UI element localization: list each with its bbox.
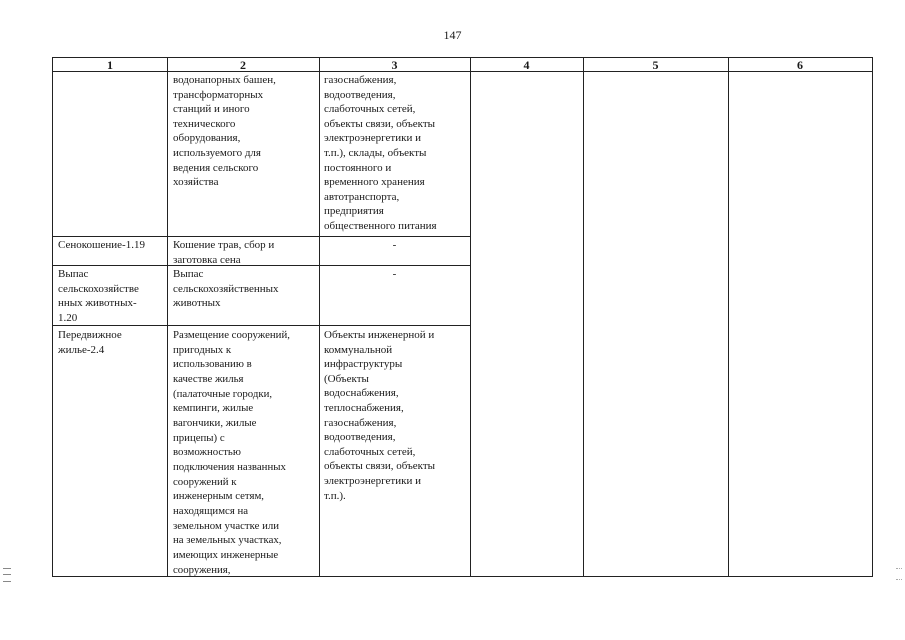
table-cell: Передвижное жилье-2.4 [58,329,122,356]
column-header-2: 2 [240,58,246,72]
table-cell: Кошение трав, сбор и заготовка сена [173,239,275,266]
table-cell: водонапорных башен, трансформаторных станций и иного технического оборудования, используемого для ведения сельского хозяйства [173,74,276,189]
table-cell: Размещение сооружений, пригодных к использованию в качестве жилья (палаточные городки, кемпинги, жилые вагончики, жилые прицепы) с возможностью подключения названных сооружений к инженерным сетям, находящимся на земельном участке или на земельных участках, имеющих инженерные сооружения, [173,329,290,576]
table-cell: - [392,268,397,280]
table-cell: Выпас сельскохозяйстве нных животных- 1.20 [58,268,139,324]
column-divider [167,58,168,576]
column-divider [728,58,729,576]
column-header-4: 4 [523,58,530,72]
row-divider [53,236,470,237]
column-divider [319,58,320,576]
page-number: 147 [443,28,462,42]
column-divider [470,58,471,576]
scan-margin-mark [3,568,11,582]
column-header-6: 6 [797,58,803,72]
table-cell: газоснабжения, водоотведения, слаботочных сетей, объекты связи, объекты электроэнергетики и т.п.), склады, объекты постоянного и временного хранения автотранспорта, предприятия общественного питания [324,74,437,232]
table-cell: Объекты инженерной и коммунальной инфраструктуры (Объекты водоснабжения, теплоснабжения, газоснабжения, водоотведения, слаботочных сетей, объекты связи, объекты электроэнергетики и т.п.). [324,329,436,502]
scan-margin-mark [896,568,902,580]
column-header-3: 3 [391,58,398,72]
column-header-1: 1 [107,58,113,72]
regulation-table [52,57,873,577]
column-header-5: 5 [652,58,659,72]
table-cell: Сенокошение-1.19 [58,239,145,251]
table-cell: - [392,239,397,251]
table-cell: Выпас сельскохозяйственных животных [173,268,279,310]
column-divider [583,58,584,576]
